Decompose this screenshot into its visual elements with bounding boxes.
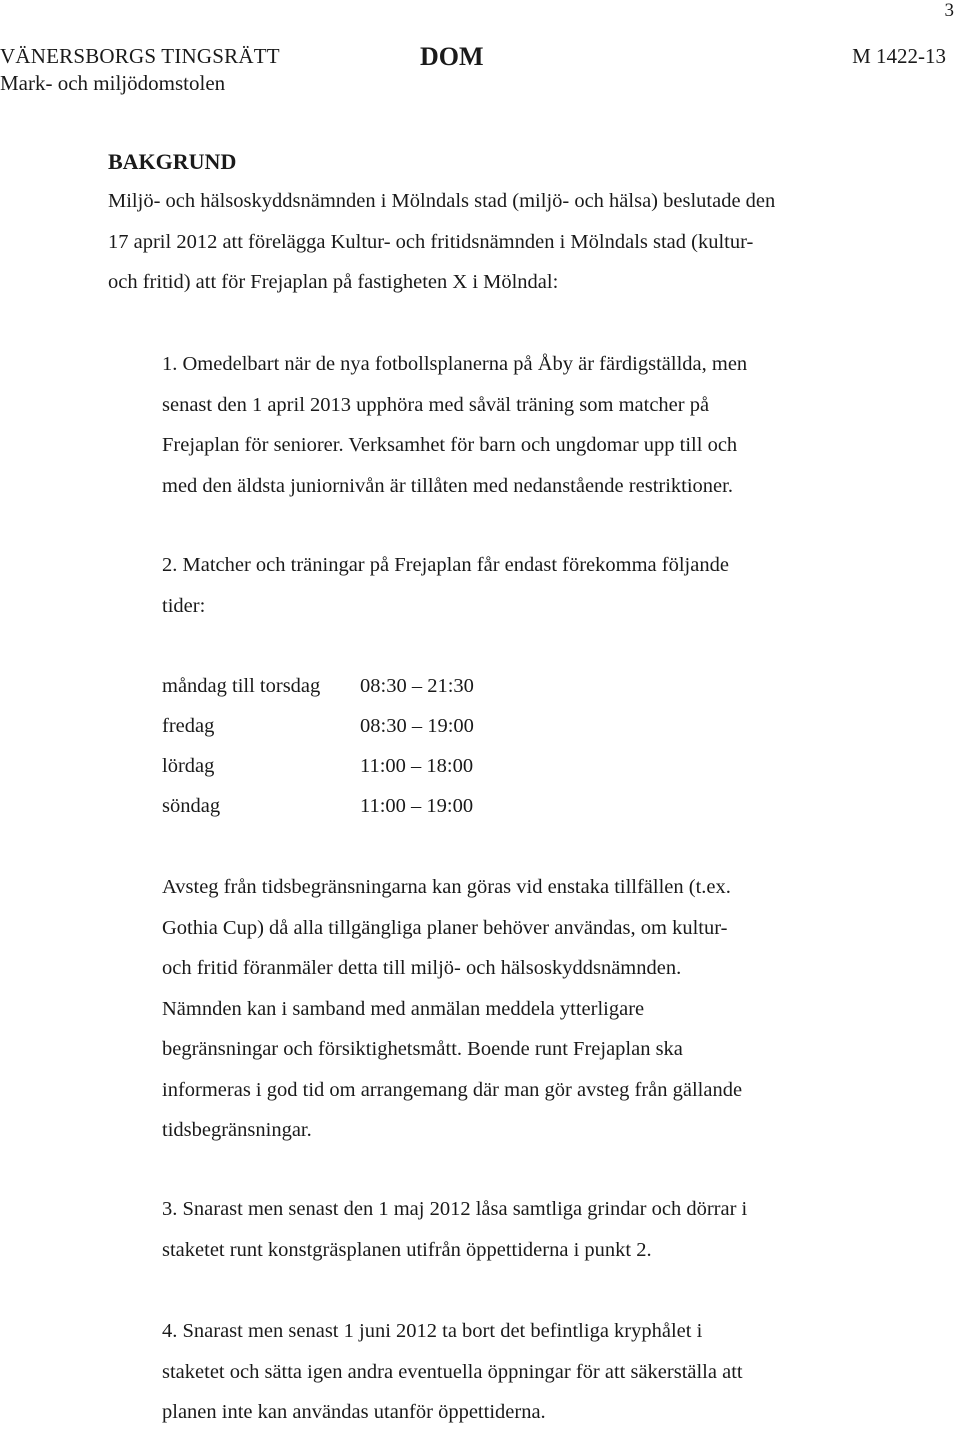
- document-header: [0, 42, 946, 100]
- order-item-3: [162, 1189, 852, 1270]
- text-line: Frejaplan för seniorer. Verksamhet för barn och ungdomar upp till och: [162, 434, 738, 456]
- text-line: 17 april 2012 att förelägga Kultur- och fritidsnämnden i Mölndals stad (kultur-: [108, 230, 754, 253]
- schedule-table: [162, 666, 474, 826]
- court-name: VÄNERSBORGS TINGSRÄTT: [0, 44, 280, 68]
- text-line: Gothia Cup) då alla tillgängliga planer behöver användas, om kultur-: [162, 916, 728, 939]
- text-line: och fritid föranmäler detta till miljö- och hälsoskyddsnämnden.: [162, 957, 682, 979]
- text-line: informeras i god tid om arrangemang där man gör avsteg från gällande: [162, 1078, 743, 1101]
- text-line: tidsbegränsningar.: [162, 1119, 312, 1141]
- intro-paragraph: [108, 181, 888, 303]
- schedule-time: 11:00 – 18:00: [360, 755, 474, 777]
- text-line: 2. Matcher och träningar på Frejaplan får endast förekomma följande: [162, 554, 729, 576]
- order-item-1: [162, 344, 852, 506]
- section-heading: BAKGRUND: [108, 149, 237, 174]
- schedule-row: [162, 746, 474, 786]
- schedule-time: 08:30 – 21:30: [360, 675, 474, 697]
- schedule-day: fredag: [162, 715, 215, 737]
- text-line: och fritid) att för Frejaplan på fastigheten X i Mölndal:: [108, 271, 559, 293]
- text-line: staketet runt konstgräsplanen utifrån öppettiderna i punkt 2.: [162, 1238, 652, 1261]
- document-type: DOM: [420, 42, 484, 71]
- text-line: 4. Snarast men senast 1 juni 2012 ta bort det befintliga kryphålet i: [162, 1320, 703, 1342]
- exception-note: [162, 867, 852, 1151]
- text-line: staketet och sätta igen andra eventuella öppningar för att säkerställa att: [162, 1360, 743, 1383]
- schedule-time: 11:00 – 19:00: [360, 795, 474, 817]
- text-line: 3. Snarast men senast den 1 maj 2012 låsa samtliga grindar och dörrar i: [162, 1198, 748, 1220]
- schedule-row: [162, 666, 474, 706]
- schedule-day: måndag till torsdag: [162, 675, 321, 697]
- text-line: begränsningar och försiktighetsmått. Boende runt Frejaplan ska: [162, 1038, 683, 1060]
- schedule-row: [162, 786, 474, 826]
- text-line: Miljö- och hälsoskyddsnämnden i Mölndals stad (miljö- och hälsa) beslutade den: [108, 190, 776, 212]
- text-line: senast den 1 april 2013 upphöra med såväl träning som matcher på: [162, 393, 710, 416]
- order-item-4: [162, 1311, 852, 1433]
- text-line: Avsteg från tidsbegränsningarna kan göras vid enstaka tillfällen (t.ex.: [162, 876, 731, 898]
- text-line: Nämnden kan i samband med anmälan meddela ytterligare: [162, 997, 645, 1020]
- order-item-2: [162, 545, 852, 626]
- text-line: planen inte kan användas utanför öppettiderna.: [162, 1401, 546, 1423]
- schedule-row: [162, 706, 474, 746]
- case-number: M 1422-13: [852, 44, 946, 68]
- text-line: 1. Omedelbart när de nya fotbollsplanerna på Åby är färdigställda, men: [162, 353, 748, 375]
- text-line: tider:: [162, 594, 206, 617]
- schedule-day: lördag: [162, 755, 215, 777]
- text-line: med den äldsta juniornivån är tillåten med nedanstående restriktioner.: [162, 474, 733, 497]
- court-division: Mark- och miljödomstolen: [0, 71, 226, 95]
- page-number: 3: [944, 0, 954, 21]
- schedule-day: söndag: [162, 795, 221, 817]
- schedule-time: 08:30 – 19:00: [360, 715, 474, 737]
